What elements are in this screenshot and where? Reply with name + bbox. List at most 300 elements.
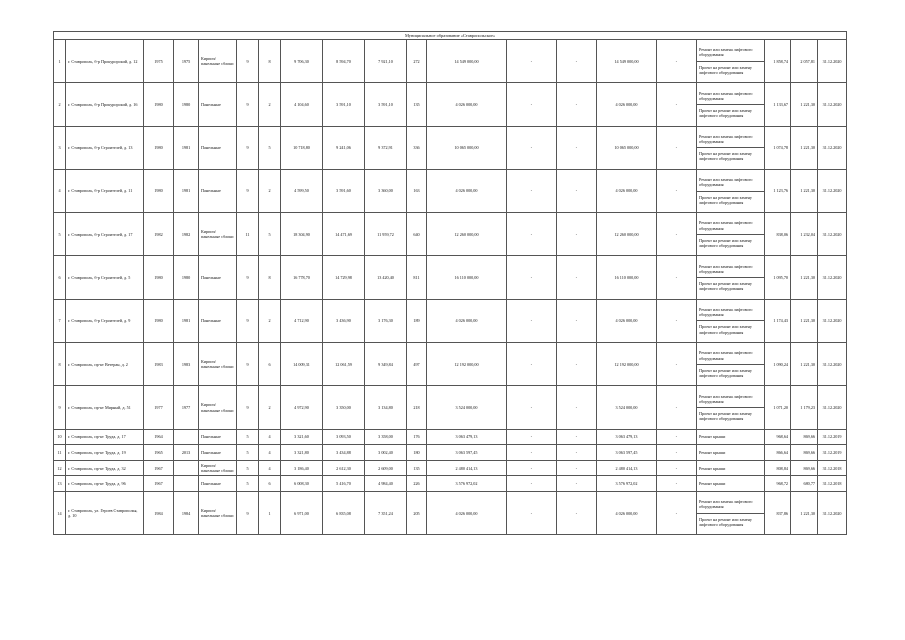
- cell-completion-date: 31.12.2020: [818, 299, 847, 342]
- cell-year-built: 1965: [144, 445, 174, 461]
- cell-floors-count: 11: [237, 213, 259, 256]
- cell-row-number: 10: [54, 429, 66, 445]
- cell-unit-cost: 837,86: [765, 492, 791, 535]
- table-row: [54, 256, 847, 299]
- cell-work-types: [697, 169, 765, 212]
- cell-total-area: 4 712,90: [281, 299, 323, 342]
- cell-residents-count: 135: [407, 83, 427, 126]
- cell-fund-owners: 3 576 972,02: [597, 476, 657, 492]
- cell-private-area: 7 351,24: [365, 492, 407, 535]
- cell-residents-count: 205: [407, 492, 427, 535]
- cell-residents-count: 640: [407, 213, 427, 256]
- cell-row-number: 14: [54, 492, 66, 535]
- cell-residents-count: 135: [407, 460, 427, 476]
- cell-completion-date: 31.12.2020: [818, 256, 847, 299]
- cell-fund-owners: 4 026 000,00: [597, 169, 657, 212]
- cell-floors-count: 9: [237, 126, 259, 169]
- cell-year-commissioned: 1983: [174, 343, 199, 386]
- work-type-item: Ремонт или замена лифтового оборудования: [699, 393, 753, 404]
- cell-residential-area: 9 241,06: [323, 126, 365, 169]
- cell-floors-count: 9: [237, 299, 259, 342]
- cell-unit-cost: 1 858,74: [765, 40, 791, 83]
- cell-completion-date: 31.12.2019: [818, 429, 847, 445]
- cell-fund-owners: 4 026 000,00: [597, 492, 657, 535]
- cell-max-unit-cost: 869,66: [791, 445, 818, 461]
- cell-fund-regional: -: [557, 386, 597, 429]
- work-type-item: Проект на ремонт или замену лифтового оборудования: [697, 320, 764, 337]
- cell-fund-other: -: [657, 126, 697, 169]
- cell-residential-area: 3 350,00: [323, 386, 365, 429]
- cell-address: г. Ставрополь, пр-кт Мирный, д. 51: [66, 386, 144, 429]
- cell-year-commissioned: 1977: [174, 386, 199, 429]
- cell-address: г. Ставрополь, б-р Строителей, д. 5: [66, 256, 144, 299]
- cell-completion-date: 31.12.2020: [818, 213, 847, 256]
- cell-fund-other: -: [657, 492, 697, 535]
- work-type-item: Ремонт или замена лифтового оборудования: [699, 307, 753, 318]
- work-type-item: Проект на ремонт или замену лифтового оборудования: [697, 191, 764, 208]
- cell-fund-regional: -: [557, 256, 597, 299]
- table-row: [54, 40, 847, 83]
- cell-address: г. Ставрополь, б-р Прокурорский, д. 12: [66, 40, 144, 83]
- cell-row-number: 8: [54, 343, 66, 386]
- cell-address: г. Ставрополь, пр-кт Труда, д. 96: [66, 476, 144, 492]
- cell-fund-other: -: [657, 460, 697, 476]
- cell-fund-other: -: [657, 386, 697, 429]
- cell-floors-count: 9: [237, 40, 259, 83]
- cell-year-built: 1980: [144, 169, 174, 212]
- cell-year-commissioned: [174, 476, 199, 492]
- cell-fund-regional: -: [557, 169, 597, 212]
- cell-year-commissioned: 1975: [174, 40, 199, 83]
- cell-max-unit-cost: 1 221,30: [791, 492, 818, 535]
- cell-completion-date: 31.12.2020: [818, 83, 847, 126]
- cell-address: г. Ставрополь, б-р Прокурорский, д. 16: [66, 83, 144, 126]
- cell-entrances-count: 5: [259, 213, 281, 256]
- cell-floors-count: 9: [237, 343, 259, 386]
- cell-total-area: 6 008,30: [281, 476, 323, 492]
- cell-fund-federal: -: [507, 213, 557, 256]
- cell-fund-other: -: [657, 476, 697, 492]
- cell-wall-material: Панельные: [199, 476, 237, 492]
- cell-private-area: 4 984,40: [365, 476, 407, 492]
- cell-completion-date: 31.12.2020: [818, 40, 847, 83]
- cell-max-unit-cost: 1 221,30: [791, 256, 818, 299]
- cell-row-number: 2: [54, 83, 66, 126]
- cell-residential-area: 12 061,59: [323, 343, 365, 386]
- cell-fund-regional: -: [557, 299, 597, 342]
- cell-private-area: 3 591,10: [365, 83, 407, 126]
- cell-total-cost: 12 192 000,00: [427, 343, 507, 386]
- work-type-item: Ремонт крыши: [699, 449, 726, 455]
- cell-entrances-count: 2: [259, 299, 281, 342]
- cell-fund-federal: -: [507, 126, 557, 169]
- cell-wall-material: Панельные: [199, 83, 237, 126]
- cell-fund-owners: 10 065 000,00: [597, 126, 657, 169]
- cell-fund-owners: 4 026 000,00: [597, 83, 657, 126]
- cell-address: г. Ставрополь, ул. Героев Ставрополья, д. 10: [66, 492, 144, 535]
- cell-unit-cost: 1 074,78: [765, 126, 791, 169]
- work-type-item: Проект на ремонт или замену лифтового оборудования: [697, 234, 764, 251]
- cell-residential-area: 3 093,50: [323, 429, 365, 445]
- cell-fund-federal: -: [507, 299, 557, 342]
- cell-total-area: 6 971,00: [281, 492, 323, 535]
- cell-wall-material: Кирпич/ панельные сблоки: [199, 343, 237, 386]
- cell-work-types: [697, 213, 765, 256]
- cell-max-unit-cost: 1 221,30: [791, 299, 818, 342]
- cell-wall-material: Кирпич/ панельные сблоки: [199, 213, 237, 256]
- cell-entrances-count: 4: [259, 460, 281, 476]
- cell-total-cost: 16 110 000,00: [427, 256, 507, 299]
- table-row: [54, 460, 847, 476]
- cell-entrances-count: 4: [259, 445, 281, 461]
- cell-address: г. Ставрополь, пр-кт Труда, д. 32: [66, 460, 144, 476]
- cell-fund-regional: -: [557, 126, 597, 169]
- cell-unit-cost: 808,84: [765, 460, 791, 476]
- cell-fund-owners: 3 063 479,13: [597, 429, 657, 445]
- cell-year-built: 1982: [144, 213, 174, 256]
- cell-total-cost: 3 063 479,13: [427, 429, 507, 445]
- cell-year-commissioned: 1981: [174, 126, 199, 169]
- cell-unit-cost: 1 090,24: [765, 343, 791, 386]
- cell-total-area: 4 104,60: [281, 83, 323, 126]
- cell-fund-owners: 3 524 000,00: [597, 386, 657, 429]
- cell-private-area: 3 358,00: [365, 429, 407, 445]
- table-row: [54, 476, 847, 492]
- table-row: [54, 126, 847, 169]
- cell-year-commissioned: [174, 429, 199, 445]
- cell-fund-regional: -: [557, 492, 597, 535]
- cell-fund-regional: -: [557, 445, 597, 461]
- cell-total-cost: 2 480 414,13: [427, 460, 507, 476]
- cell-residents-count: 163: [407, 169, 427, 212]
- cell-fund-federal: -: [507, 386, 557, 429]
- cell-row-number: 11: [54, 445, 66, 461]
- cell-fund-regional: -: [557, 460, 597, 476]
- cell-fund-regional: -: [557, 213, 597, 256]
- cell-unit-cost: 1 174,43: [765, 299, 791, 342]
- cell-private-area: 3 002,40: [365, 445, 407, 461]
- cell-row-number: 7: [54, 299, 66, 342]
- cell-entrances-count: 8: [259, 256, 281, 299]
- table-row: [54, 445, 847, 461]
- work-type-item: Ремонт или замена лифтового оборудования: [699, 133, 753, 145]
- cell-residential-area: 14 729,98: [323, 256, 365, 299]
- cell-row-number: 9: [54, 386, 66, 429]
- cell-work-types: [697, 460, 765, 476]
- housing-table: [53, 31, 847, 535]
- work-type-item: Проект на ремонт или замену лифтового оборудования: [697, 277, 764, 294]
- cell-wall-material: Кирпич/ панельные сблоки: [199, 492, 237, 535]
- cell-fund-federal: -: [507, 40, 557, 83]
- cell-residents-count: 272: [407, 40, 427, 83]
- work-type-item: Ремонт или замена лифтового оборудования: [699, 90, 753, 101]
- cell-year-built: 1977: [144, 386, 174, 429]
- cell-work-types: [697, 476, 765, 492]
- cell-private-area: 7 921,10: [365, 40, 407, 83]
- cell-max-unit-cost: 1 221,30: [791, 126, 818, 169]
- cell-year-built: 1967: [144, 460, 174, 476]
- cell-work-types: [697, 429, 765, 445]
- cell-unit-cost: 1 133,67: [765, 83, 791, 126]
- cell-fund-other: -: [657, 343, 697, 386]
- work-type-item: Ремонт крыши: [699, 434, 726, 440]
- cell-wall-material: Кирпич/ панельные сблоки: [199, 460, 237, 476]
- cell-max-unit-cost: 1 221,30: [791, 343, 818, 386]
- cell-row-number: 3: [54, 126, 66, 169]
- cell-year-commissioned: 1981: [174, 169, 199, 212]
- cell-fund-regional: -: [557, 83, 597, 126]
- cell-residential-area: 3 434,88: [323, 445, 365, 461]
- cell-max-unit-cost: 1 232,04: [791, 213, 818, 256]
- cell-residential-area: 5 416,70: [323, 476, 365, 492]
- table-row: [54, 213, 847, 256]
- cell-year-built: 1964: [144, 429, 174, 445]
- cell-year-built: 1984: [144, 492, 174, 535]
- cell-total-area: 18 304,90: [281, 213, 323, 256]
- work-type-item: Проект на ремонт или замену лифтового оборудования: [697, 407, 764, 424]
- cell-fund-other: -: [657, 256, 697, 299]
- cell-fund-owners: 14 549 000,00: [597, 40, 657, 83]
- cell-total-cost: 3 063 597,45: [427, 445, 507, 461]
- cell-completion-date: 31.12.2020: [818, 343, 847, 386]
- cell-total-area: 9 706,30: [281, 40, 323, 83]
- cell-residents-count: 218: [407, 386, 427, 429]
- cell-wall-material: Панельные: [199, 126, 237, 169]
- cell-fund-regional: -: [557, 343, 597, 386]
- work-type-item: Проект на ремонт или замену лифтового оборудования: [697, 104, 764, 121]
- cell-residential-area: 3 591,10: [323, 83, 365, 126]
- cell-floors-count: 5: [237, 445, 259, 461]
- work-type-item: Проект на ремонт или замену лифтового оборудования: [697, 61, 764, 78]
- cell-year-commissioned: 2013: [174, 445, 199, 461]
- cell-total-cost: 3 524 000,00: [427, 386, 507, 429]
- cell-total-area: 3 321,60: [281, 429, 323, 445]
- cell-max-unit-cost: 1 221,30: [791, 169, 818, 212]
- cell-entrances-count: 2: [259, 386, 281, 429]
- cell-row-number: 12: [54, 460, 66, 476]
- cell-floors-count: 9: [237, 492, 259, 535]
- cell-total-area: 3 321,80: [281, 445, 323, 461]
- cell-completion-date: 31.12.2019: [818, 445, 847, 461]
- cell-year-commissioned: 1982: [174, 213, 199, 256]
- cell-year-commissioned: 1981: [174, 299, 199, 342]
- cell-year-built: 1975: [144, 40, 174, 83]
- work-type-item: Проект на ремонт или замену лифтового оборудования: [697, 513, 764, 530]
- cell-private-area: 3 176,30: [365, 299, 407, 342]
- cell-year-commissioned: 1980: [174, 83, 199, 126]
- cell-private-area: 13 420,40: [365, 256, 407, 299]
- cell-fund-other: -: [657, 299, 697, 342]
- cell-total-area: 4 599,50: [281, 169, 323, 212]
- table-row: [54, 299, 847, 342]
- document-sheet: [53, 31, 846, 535]
- cell-fund-other: -: [657, 429, 697, 445]
- cell-fund-federal: -: [507, 460, 557, 476]
- cell-work-types: [697, 126, 765, 169]
- cell-entrances-count: 1: [259, 492, 281, 535]
- cell-fund-federal: -: [507, 476, 557, 492]
- cell-total-cost: 3 576 972,02: [427, 476, 507, 492]
- cell-fund-owners: 12 192 000,00: [597, 343, 657, 386]
- cell-fund-regional: -: [557, 429, 597, 445]
- cell-floors-count: 5: [237, 460, 259, 476]
- cell-residents-count: 226: [407, 476, 427, 492]
- cell-entrances-count: 4: [259, 429, 281, 445]
- cell-floors-count: 9: [237, 386, 259, 429]
- cell-completion-date: 31.12.2020: [818, 169, 847, 212]
- cell-address: г. Ставрополь, б-р Строителей, д. 13: [66, 126, 144, 169]
- cell-wall-material: Панельные: [199, 256, 237, 299]
- cell-entrances-count: 8: [259, 40, 281, 83]
- cell-residents-count: 811: [407, 256, 427, 299]
- cell-residents-count: 176: [407, 429, 427, 445]
- cell-max-unit-cost: 869,66: [791, 429, 818, 445]
- cell-year-built: 1980: [144, 126, 174, 169]
- cell-max-unit-cost: 680,77: [791, 476, 818, 492]
- cell-wall-material: Кирпич/ панельные сблоки: [199, 40, 237, 83]
- cell-work-types: [697, 492, 765, 535]
- work-type-item: Проект на ремонт или замену лифтового оборудования: [697, 364, 764, 381]
- cell-fund-federal: -: [507, 256, 557, 299]
- cell-wall-material: Панельные: [199, 299, 237, 342]
- cell-residential-area: 3 591,60: [323, 169, 365, 212]
- cell-max-unit-cost: 1 179,23: [791, 386, 818, 429]
- cell-entrances-count: 6: [259, 343, 281, 386]
- municipality-title: Муниципальное образование «Ставропольское»: [54, 32, 847, 40]
- cell-private-area: 3 134,80: [365, 386, 407, 429]
- cell-address: г. Ставрополь, б-р Строителей, д. 17: [66, 213, 144, 256]
- table-row: [54, 492, 847, 535]
- table-title-row: [54, 32, 847, 40]
- cell-row-number: 4: [54, 169, 66, 212]
- cell-work-types: [697, 83, 765, 126]
- cell-residents-count: 180: [407, 445, 427, 461]
- cell-total-area: 4 972,90: [281, 386, 323, 429]
- cell-address: г. Ставрополь, пр-кт Ветеран, д. 2: [66, 343, 144, 386]
- cell-residents-count: 189: [407, 299, 427, 342]
- cell-address: г. Ставрополь, б-р Строителей, д. 11: [66, 169, 144, 212]
- cell-work-types: [697, 386, 765, 429]
- cell-total-cost: 12 260 000,00: [427, 213, 507, 256]
- cell-address: г. Ставрополь, б-р Строителей, д. 9: [66, 299, 144, 342]
- work-type-item: Ремонт крыши: [699, 481, 726, 487]
- cell-entrances-count: 6: [259, 476, 281, 492]
- cell-residential-area: 14 471,69: [323, 213, 365, 256]
- work-type-item: Ремонт или замена лифтового оборудования: [699, 47, 753, 58]
- work-type-item: Проект на ремонт или замену лифтового оборудования: [697, 147, 764, 164]
- cell-work-types: [697, 256, 765, 299]
- work-type-item: Ремонт или замена лифтового оборудования: [699, 499, 753, 510]
- cell-private-area: 9 372,91: [365, 126, 407, 169]
- cell-year-built: 1967: [144, 476, 174, 492]
- cell-completion-date: 31.12.2018: [818, 476, 847, 492]
- cell-fund-other: -: [657, 83, 697, 126]
- cell-residential-area: 6 835,08: [323, 492, 365, 535]
- table-row: [54, 429, 847, 445]
- cell-year-commissioned: [174, 460, 199, 476]
- cell-unit-cost: 866,64: [765, 445, 791, 461]
- table-row: [54, 343, 847, 386]
- cell-total-cost: 4 026 000,00: [427, 299, 507, 342]
- work-type-item: Ремонт или замена лифтового оборудования: [699, 350, 753, 361]
- cell-fund-owners: 2 480 414,13: [597, 460, 657, 476]
- cell-total-cost: 4 026 000,00: [427, 169, 507, 212]
- cell-private-area: 11 959,72: [365, 213, 407, 256]
- cell-total-area: 16 778,70: [281, 256, 323, 299]
- cell-floors-count: 5: [237, 476, 259, 492]
- work-type-item: Ремонт или замена лифтового оборудования: [699, 177, 753, 188]
- cell-total-cost: 10 065 000,00: [427, 126, 507, 169]
- cell-total-cost: 4 026 000,00: [427, 492, 507, 535]
- cell-work-types: [697, 445, 765, 461]
- cell-year-built: 1983: [144, 343, 174, 386]
- cell-work-types: [697, 343, 765, 386]
- work-type-item: Ремонт крыши: [699, 465, 726, 471]
- cell-total-cost: 4 026 000,00: [427, 83, 507, 126]
- cell-year-built: 1980: [144, 299, 174, 342]
- cell-fund-other: -: [657, 40, 697, 83]
- cell-entrances-count: 2: [259, 83, 281, 126]
- cell-private-area: 3 360,00: [365, 169, 407, 212]
- cell-year-commissioned: 1984: [174, 492, 199, 535]
- cell-floors-count: 5: [237, 429, 259, 445]
- cell-fund-other: -: [657, 445, 697, 461]
- cell-wall-material: Кирпич/ панельные сблоки: [199, 386, 237, 429]
- cell-completion-date: 31.12.2020: [818, 386, 847, 429]
- cell-completion-date: 31.12.2020: [818, 492, 847, 535]
- cell-residential-area: 8 594,70: [323, 40, 365, 83]
- cell-residential-area: 2 612,30: [323, 460, 365, 476]
- cell-fund-federal: -: [507, 445, 557, 461]
- work-type-item: Ремонт или замена лифтового оборудования: [699, 263, 753, 274]
- cell-wall-material: Панельные: [199, 445, 237, 461]
- cell-floors-count: 9: [237, 169, 259, 212]
- cell-residents-count: 497: [407, 343, 427, 386]
- cell-wall-material: Панельные: [199, 429, 237, 445]
- cell-unit-cost: 1 071,20: [765, 386, 791, 429]
- cell-fund-owners: 3 063 597,45: [597, 445, 657, 461]
- cell-year-commissioned: 1980: [174, 256, 199, 299]
- cell-year-built: 1980: [144, 83, 174, 126]
- cell-unit-cost: 968,72: [765, 476, 791, 492]
- cell-residential-area: 3 436,90: [323, 299, 365, 342]
- cell-fund-owners: 12 260 000,00: [597, 213, 657, 256]
- cell-unit-cost: 838,06: [765, 213, 791, 256]
- cell-address: г. Ставрополь, пр-кт Труда, д. 19: [66, 445, 144, 461]
- cell-max-unit-cost: 2 057,81: [791, 40, 818, 83]
- cell-completion-date: 31.12.2020: [818, 126, 847, 169]
- table-row: [54, 386, 847, 429]
- cell-unit-cost: 1 095,70: [765, 256, 791, 299]
- cell-year-built: 1980: [144, 256, 174, 299]
- cell-floors-count: 9: [237, 83, 259, 126]
- cell-fund-other: -: [657, 213, 697, 256]
- cell-unit-cost: 968,64: [765, 429, 791, 445]
- cell-private-area: 9 349,84: [365, 343, 407, 386]
- cell-residents-count: 336: [407, 126, 427, 169]
- cell-fund-owners: 16 110 000,00: [597, 256, 657, 299]
- cell-total-area: 10 718,80: [281, 126, 323, 169]
- cell-fund-federal: -: [507, 429, 557, 445]
- cell-max-unit-cost: 869,66: [791, 460, 818, 476]
- cell-max-unit-cost: 1 221,30: [791, 83, 818, 126]
- cell-private-area: 2 609,00: [365, 460, 407, 476]
- cell-address: г. Ставрополь, пр-кт Труда, д. 17: [66, 429, 144, 445]
- cell-wall-material: Панельные: [199, 169, 237, 212]
- cell-total-cost: 14 549 000,00: [427, 40, 507, 83]
- work-type-item: Ремонт или замена лифтового оборудования: [699, 220, 753, 231]
- cell-fund-federal: -: [507, 492, 557, 535]
